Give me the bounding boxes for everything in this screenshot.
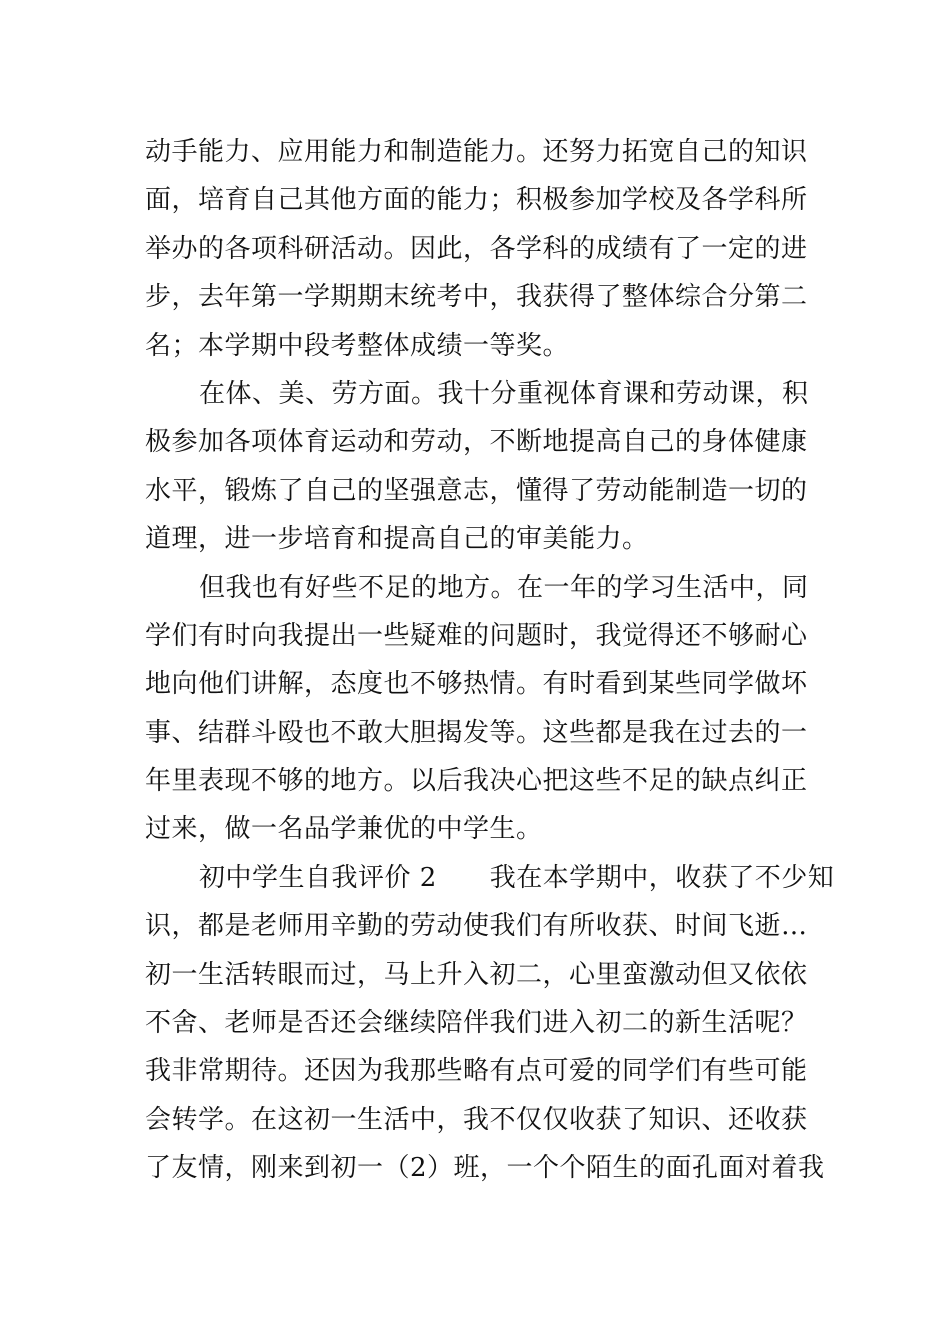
text-line: 我非常期待。还因为我那些略有点可爱的同学们有些可能 bbox=[145, 1056, 808, 1087]
text-line: 道理，进一步培育和提高自己的审美能力。 bbox=[145, 524, 649, 555]
text-line: 年里表现不够的地方。以后我决心把这些不足的缺点纠正 bbox=[145, 766, 808, 797]
text-line: 事、结群斗殴也不敢大胆揭发等。这些都是我在过去的一 bbox=[145, 717, 808, 748]
text-line: 举办的各项科研活动。因此，各学科的成绩有了一定的进 bbox=[145, 233, 808, 264]
paragraph-start-line: 但我也有好些不足的地方。在一年的学习生活中，同 bbox=[199, 572, 809, 603]
text-line: 面，培育自己其他方面的能力；积极参加学校及各学科所 bbox=[145, 185, 808, 216]
section-heading-line: 初中学生自我评价 2 我在本学期中，收获了不少知 bbox=[199, 862, 835, 893]
text-line: 初一生活转眼而过，马上升入初二，心里蛮激动但又依依 bbox=[145, 959, 808, 990]
text-line: 了友情，刚来到初一（2）班，一个个陌生的面孔面对着我 bbox=[145, 1153, 825, 1184]
text-line: 学们有时向我提出一些疑难的问题时，我觉得还不够耐心 bbox=[145, 620, 808, 651]
text-line: 不舍、老师是否还会继续陪伴我们进入初二的新生活呢？ bbox=[145, 1008, 808, 1039]
document-body bbox=[145, 128, 835, 1193]
text-line: 会转学。在这初一生活中，我不仅仅收获了知识、还收获 bbox=[145, 1104, 808, 1135]
text-line: 水平，锻炼了自己的坚强意志，懂得了劳动能制造一切的 bbox=[145, 475, 808, 506]
text-line: 动手能力、应用能力和制造能力。还努力拓宽自己的知识 bbox=[145, 137, 808, 167]
text-line: 名；本学期中段考整体成绩一等奖。 bbox=[145, 330, 570, 361]
text-line: 地向他们讲解，态度也不够热情。有时看到某些同学做坏 bbox=[145, 669, 808, 700]
text-line: 极参加各项体育运动和劳动，不断地提高自己的身体健康 bbox=[145, 427, 808, 458]
text-line: 识，都是老师用辛勤的劳动使我们有所收获、时间飞逝… bbox=[145, 911, 808, 942]
paragraph-start-line: 在体、美、劳方面。我十分重视体育课和劳动课，积 bbox=[199, 378, 809, 409]
text-line: 步，去年第一学期期末统考中，我获得了整体综合分第二 bbox=[145, 282, 808, 313]
text-line: 过来，做一名品学兼优的中学生。 bbox=[145, 814, 543, 845]
